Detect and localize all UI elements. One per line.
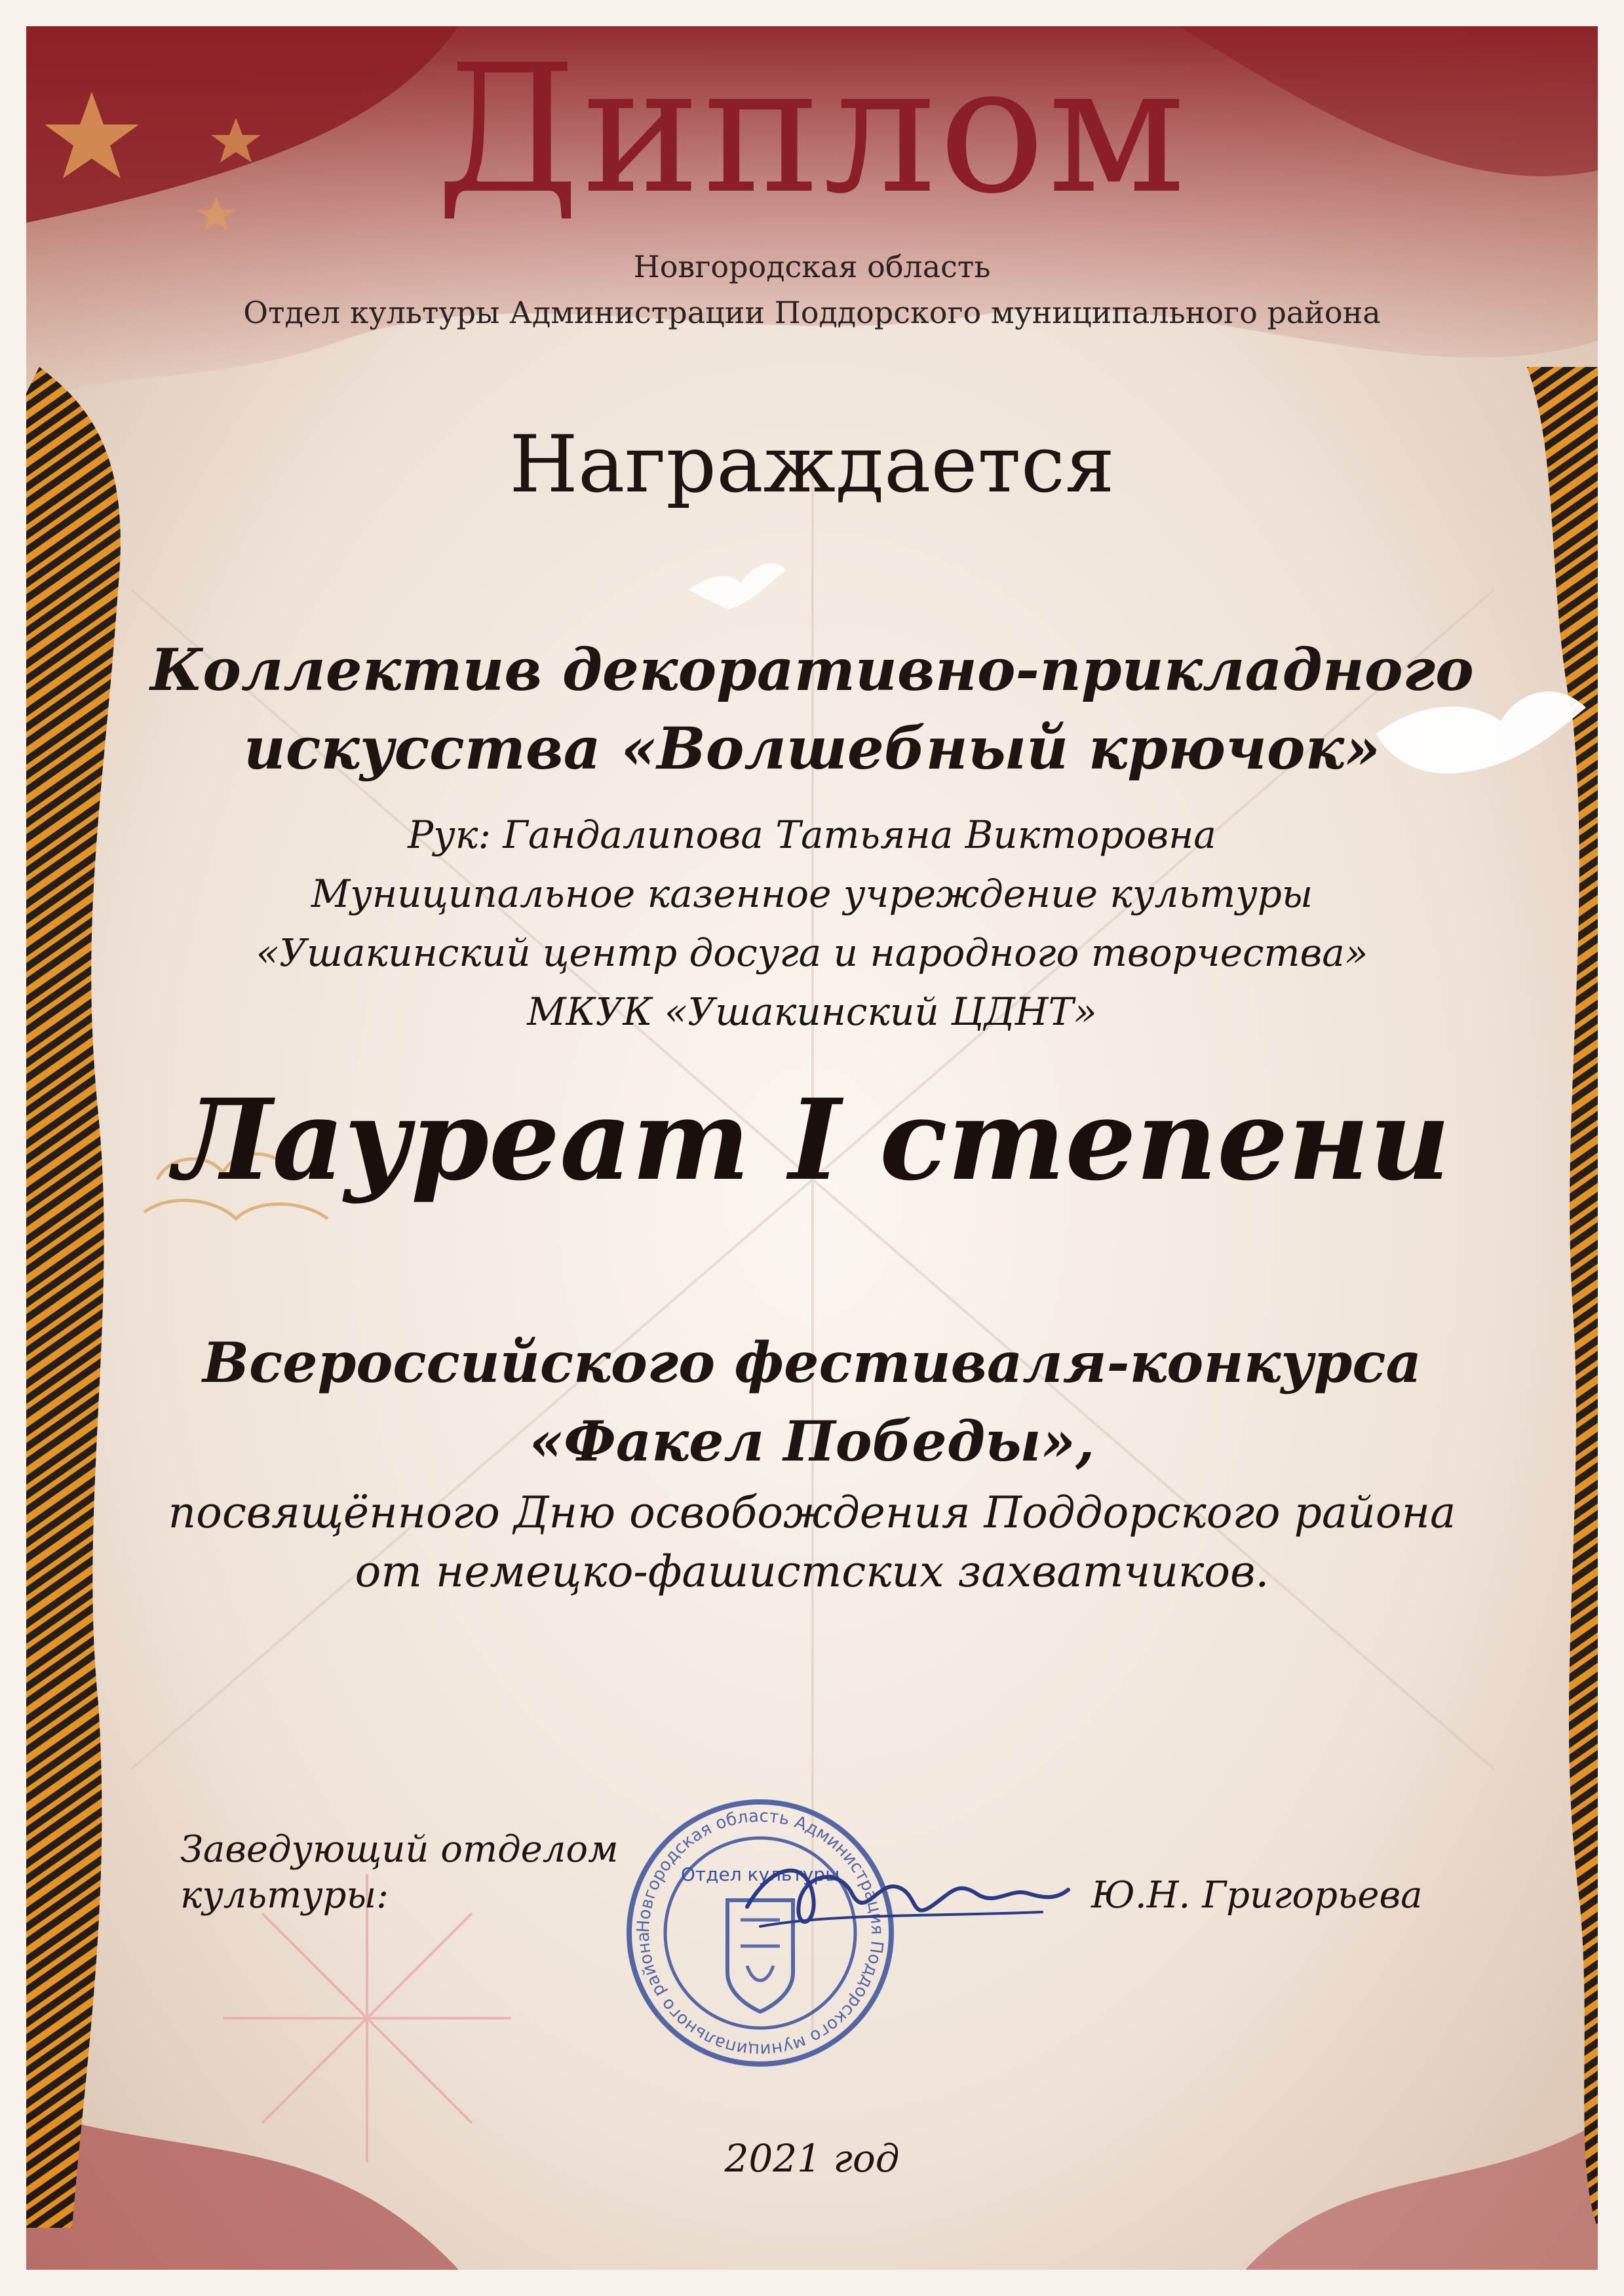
signer-title-line-1: Заведующий отделом xyxy=(180,1828,619,1871)
awarded-label: Награждается xyxy=(509,419,1115,510)
award-degree: Лауреат I степени xyxy=(174,1075,1450,1206)
festival-line-1: Всероссийского фестиваля-конкурса xyxy=(203,1330,1421,1395)
handwritten-signature xyxy=(734,1835,1075,1953)
recipient-line-2: искусства «Волшебный крючок» xyxy=(243,714,1381,782)
recipient-leader: Рук: Гандалипова Татьяна Викторовна xyxy=(408,813,1216,857)
issuer-region: Новгородская область xyxy=(633,249,991,284)
signer-name: Ю.Н. Григорьева xyxy=(1091,1874,1423,1917)
dedication-line-2: от немецко-фашистских захватчиков. xyxy=(355,1546,1269,1597)
dedication-line-1: посвящённого Дню освобождения Поддорского района xyxy=(168,1487,1456,1538)
organization-line-2: «Ушакинский центр досуга и народного творчества» xyxy=(256,930,1368,975)
signer-title-line-2: культуры: xyxy=(180,1874,389,1917)
organization-line-1: Муниципальное казенное учреждение культуры xyxy=(311,871,1313,916)
organization-line-3: МКУК «Ушакинский ЦДНТ» xyxy=(527,989,1097,1034)
issue-year: 2021 год xyxy=(724,2136,900,2181)
festival-name: «Факел Победы», xyxy=(529,1409,1095,1474)
stamp-inner-text: Отдел культуры xyxy=(680,1864,840,1885)
recipient-line-1: Коллектив декоративно-прикладного xyxy=(150,636,1474,704)
issuer-department: Отдел культуры Администрации Поддорского муниципального района xyxy=(243,295,1381,330)
diploma-title: Диплом xyxy=(436,26,1188,233)
stamp-outer-text: Новгородская область Администрация Поддорского муниципального района xyxy=(633,1806,887,2060)
